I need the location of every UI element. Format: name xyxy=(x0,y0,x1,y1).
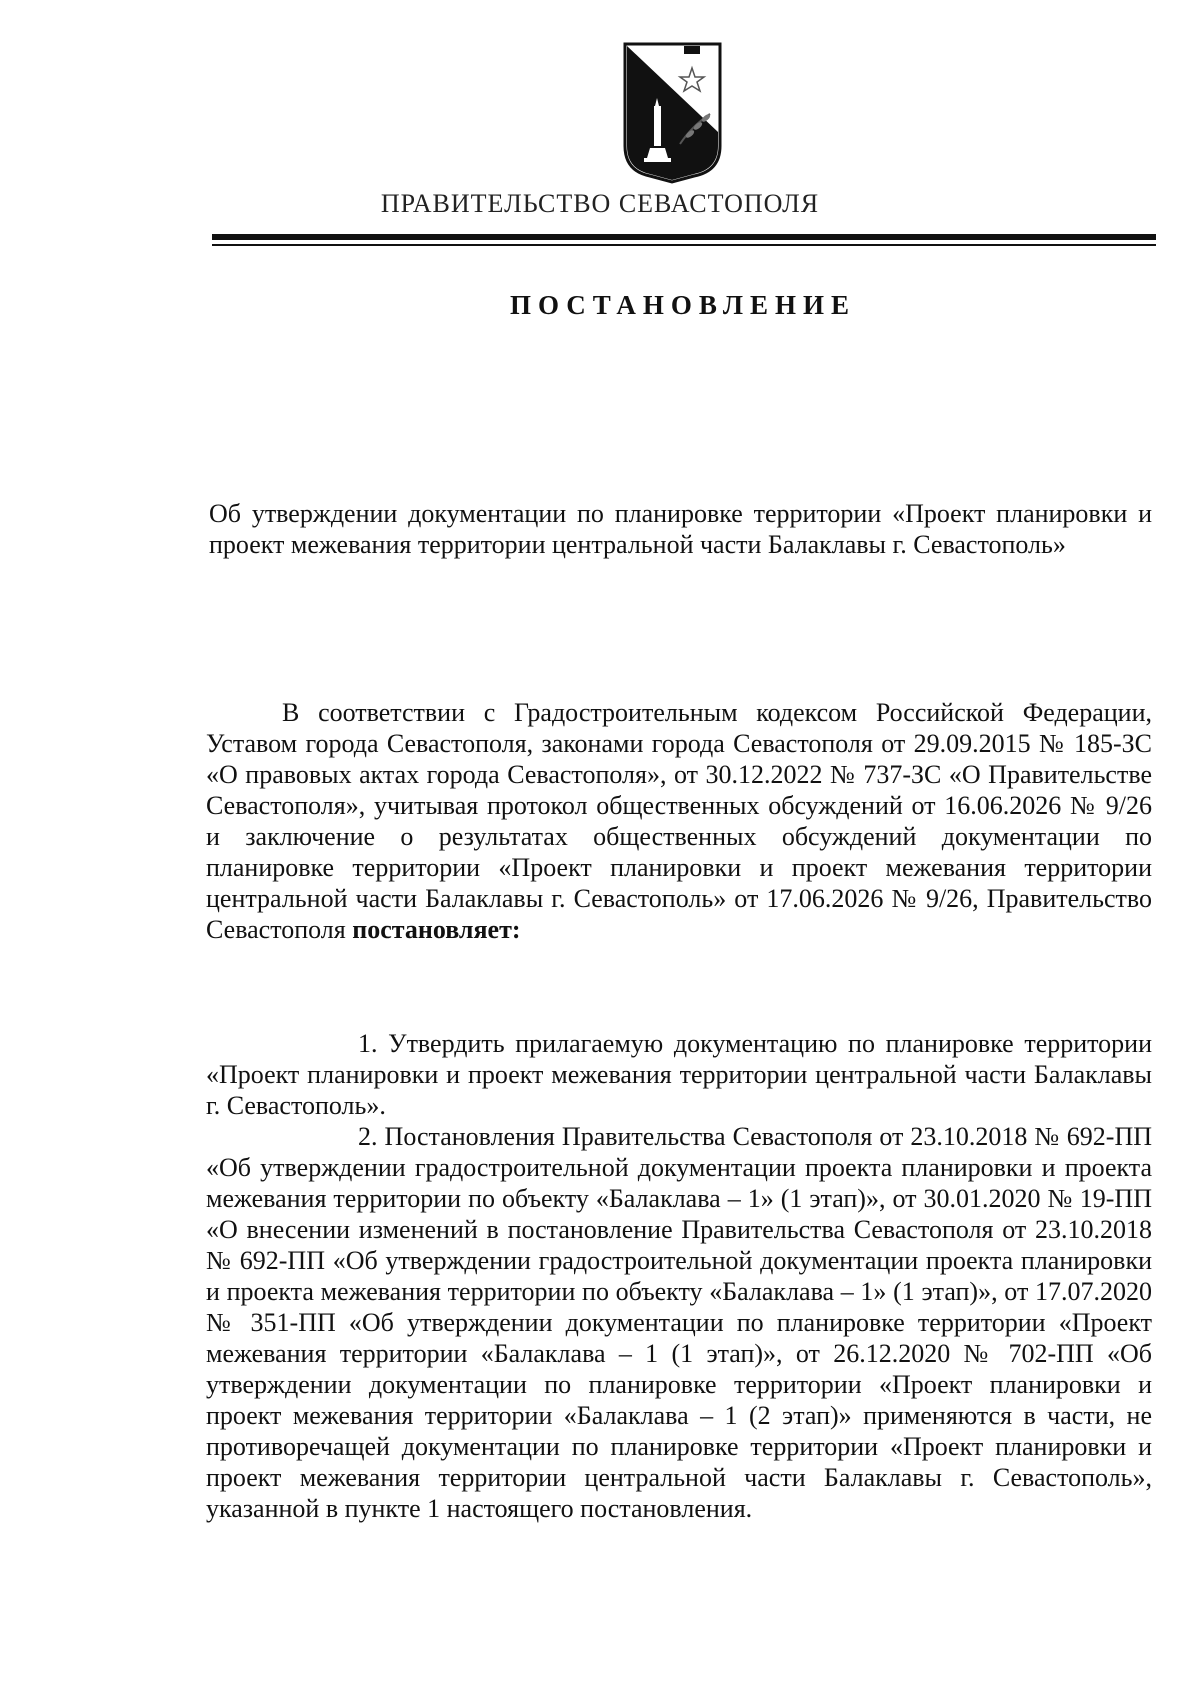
preamble-text: В соответствии с Градостроительным кодексом Российской Федерации, Уставом города Севастополя, законами города Севастополя от 29.09.2015 № 185-ЗС «О правовых актах города Севастополя», от 30.12.2022 № 737-ЗС «О Правительстве Севастополя», учитывая протокол общественных обсуждений от 16.06.2026 № 9/26 и заключение о результатах общественных обсуждений документации по планировке территории «Проект планировки и проект межевания территории центральной части Балаклавы г. Севастополь» от 17.06.2026 № 9/26, Правительство Севастополя xyxy=(206,698,1152,944)
list-item xyxy=(206,1028,1152,1121)
document-type-title: ПОСТАНОВЛЕНИЕ xyxy=(509,290,857,320)
header-rule-thick xyxy=(212,234,1156,240)
document-subject: Об утверждении документации по планировке территории «Проект планировки и проект межевания территории центральной части Балаклавы г. Севастополь» xyxy=(209,499,1152,559)
item-number: 2. xyxy=(358,1122,378,1151)
government-name: ПРАВИТЕЛЬСТВО СЕВАСТОПОЛЯ xyxy=(380,189,820,218)
item-text: Утвердить прилагаемую документацию по планировке территории «Проект планировки и проект межевания территории центральной части Балаклавы г. Севастополь». xyxy=(206,1029,1152,1120)
header-rule-thin xyxy=(212,244,1156,246)
preamble-resolves: постановляет: xyxy=(352,915,521,944)
list-item xyxy=(206,1121,1152,1524)
preamble-paragraph xyxy=(206,697,1152,945)
item-number: 1. xyxy=(358,1029,378,1058)
item-text: Постановления Правительства Севастополя от 23.10.2018 № 692-ПП «Об утверждении градостроительной документации проекта планировки и проекта межевания территории по объекту «Балаклава – 1» (1 этап)», от 30.01.2020 № 19-ПП «О внесении изменений в постановление Правительства Севастополя от 23.10.2018 № 692-ПП «Об утверждении градостроительной документации проекта планировки и проекта межевания территории по объекту «Балаклава – 1» (1 этап)», от 17.07.2020 № 351-ПП «Об утверждении документации по планировке территории «Проект межевания территории «Балаклава – 1 (1 этап)», от 26.12.2020 № 702-ПП «Об утверждении документации по планировке территории «Проект планировки и проект межевания территории «Балаклава – 1 (2 этап)» применяются в части, не противоречащей документации по планировке территории «Проект планировки и проект межевания территории центральной части Балаклавы г. Севастополь», указанной в пункте 1 настоящего постановления. xyxy=(206,1122,1153,1523)
sevastopol-coat-of-arms-icon xyxy=(620,36,730,186)
